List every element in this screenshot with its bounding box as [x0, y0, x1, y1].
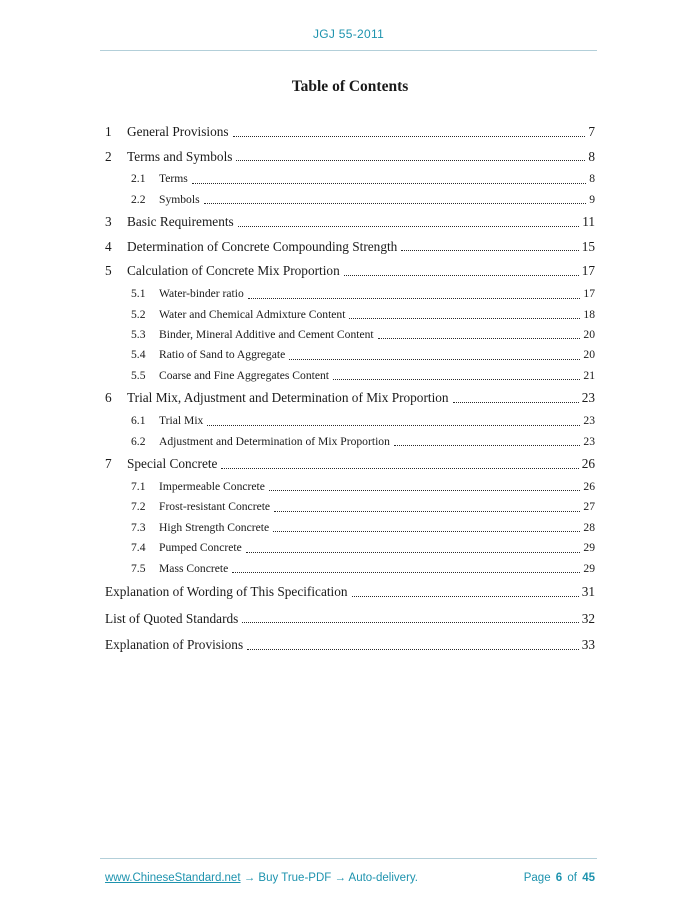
toc-entry-page: 8 [588, 148, 595, 164]
toc-entry-title: Ratio of Sand to Aggregate [159, 348, 286, 362]
toc-entry-number: 7 [105, 456, 112, 472]
dot-leader [394, 435, 581, 446]
toc-entry [131, 559, 595, 579]
dot-leader [204, 193, 587, 204]
page-footer [105, 872, 595, 884]
toc-entry [105, 452, 595, 477]
toc-entry-page: 27 [583, 500, 595, 514]
toc-entry-number: 6.1 [131, 414, 146, 428]
toc-entry-title: Frost-resistant Concrete [159, 500, 271, 514]
toc-entry-page: 23 [583, 434, 595, 448]
toc-entry-page: 23 [583, 414, 595, 428]
toc-entry-page: 28 [583, 520, 595, 534]
footer-promo-text: → Buy True-PDF → Auto-delivery. [240, 872, 418, 884]
toc-entry-page: 17 [583, 287, 595, 301]
toc-entry [105, 386, 595, 411]
toc-entry-page: 20 [583, 348, 595, 362]
toc-entry-page: 21 [583, 368, 595, 382]
dot-leader [247, 637, 579, 650]
dot-leader [378, 328, 581, 339]
dot-leader [352, 584, 579, 597]
toc-entry [131, 477, 595, 497]
dot-leader [236, 149, 585, 162]
toc-entry-number: 7.2 [131, 500, 146, 514]
toc-entry [105, 145, 595, 170]
toc-entry [105, 120, 595, 145]
toc-entry-number: 5.2 [131, 307, 146, 321]
page-title: Table of Contents [291, 78, 409, 95]
toc-entry-title: Calculation of Concrete Mix Proportion [127, 263, 340, 279]
toc-entry-title: Water and Chemical Admixture Content [159, 307, 346, 321]
dot-leader [232, 562, 580, 573]
toc-entry-page: 20 [583, 327, 595, 341]
toc-entry [105, 259, 595, 284]
toc-entry-page: 23 [581, 390, 595, 406]
toc-entry [131, 432, 595, 452]
dot-leader [333, 369, 580, 380]
toc-entry-number: 1 [105, 124, 112, 139]
dot-leader [246, 541, 581, 552]
toc-entry-number: 7.5 [131, 561, 146, 575]
toc-entry-page: 11 [582, 214, 595, 230]
toc-entry-title: Trial Mix, Adjustment and Determination of Mix Proportion [127, 390, 449, 406]
toc-entry-page: 8 [589, 172, 595, 186]
toc-entry [131, 411, 595, 431]
footer-promo [105, 872, 418, 884]
dot-leader [238, 214, 579, 227]
header-divider [100, 50, 597, 51]
toc-entry [131, 497, 595, 517]
toc-entry-title: Adjustment and Determination of Mix Proportion [159, 434, 390, 448]
toc-entry [131, 366, 595, 386]
dot-leader [233, 124, 586, 137]
toc-entry-number: 6.2 [131, 434, 146, 448]
page-indicator [522, 872, 595, 884]
toc-entry-title: Basic Requirements [127, 214, 234, 230]
toc-entry-title: List of Quoted Standards [105, 610, 239, 626]
toc-entry-number: 6 [105, 390, 112, 406]
toc-entry-number: 3 [105, 214, 112, 230]
toc-entry-title: General Provisions [127, 124, 229, 139]
toc-entry-page: 15 [581, 238, 595, 254]
toc-entry-title: Trial Mix [159, 414, 204, 428]
toc-entry-number: 2.1 [131, 172, 146, 186]
page-label: Page [523, 872, 551, 884]
toc-entry-number: 5.1 [131, 287, 146, 301]
toc-entry-number: 4 [105, 238, 112, 254]
toc-entry-page: 29 [583, 561, 595, 575]
toc-entry-title: Explanation of Provisions [105, 637, 244, 653]
dot-leader [242, 611, 578, 624]
toc-entry-number: 7.3 [131, 520, 146, 534]
toc-entry-title: Mass Concrete [159, 561, 229, 575]
toc-entry-page: 7 [588, 124, 595, 139]
dot-leader [349, 308, 580, 319]
dot-leader [221, 456, 578, 469]
toc-entry-page: 17 [581, 263, 595, 279]
toc-entry [131, 284, 595, 304]
toc-entry-title: Impermeable Concrete [159, 479, 265, 493]
toc-entry-page: 29 [583, 541, 595, 555]
toc-entry [131, 538, 595, 558]
toc-entry-number: 5.4 [131, 348, 146, 362]
toc-entry-page: 31 [581, 584, 595, 600]
toc-entry [105, 579, 595, 606]
toc-entry-page: 18 [583, 307, 595, 321]
toc-entry-title: Explanation of Wording of This Specification [105, 584, 348, 600]
toc-entry-number: 7.4 [131, 541, 146, 555]
toc-entry-title: Terms and Symbols [127, 148, 233, 164]
toc-entry-number: 2 [105, 148, 112, 164]
toc-entry-page: 9 [589, 192, 595, 206]
dot-leader [401, 239, 578, 252]
toc-entry-title: Coarse and Fine Aggregates Content [159, 368, 330, 382]
dot-leader [289, 348, 580, 359]
toc-entry [131, 345, 595, 365]
toc-entry [131, 169, 595, 189]
footer-divider [100, 858, 597, 859]
toc-entry-title: Special Concrete [127, 456, 218, 472]
toc-entry-number: 2.2 [131, 192, 146, 206]
toc-entry [131, 518, 595, 538]
toc-entry-page: 32 [581, 610, 595, 626]
of-label: of [567, 872, 577, 884]
toc-entry-title: High Strength Concrete [159, 520, 270, 534]
toc-entry-title: Binder, Mineral Additive and Cement Content [159, 327, 374, 341]
dot-leader [344, 263, 579, 276]
toc-entry [131, 325, 595, 345]
toc-entry-number: 7.1 [131, 479, 146, 493]
toc-entry [105, 606, 595, 633]
dot-leader [207, 414, 580, 425]
toc-entry-page: 33 [581, 637, 595, 653]
dot-leader [192, 172, 586, 183]
toc-entry [105, 210, 595, 235]
dot-leader [453, 390, 579, 403]
toc-entry-title: Water-binder ratio [159, 287, 244, 301]
toc-entry-title: Symbols [159, 192, 200, 206]
dot-leader [248, 287, 581, 298]
toc-entry [131, 305, 595, 325]
toc-entry-number: 5.3 [131, 327, 146, 341]
page-total: 45 [582, 872, 595, 884]
dot-leader [269, 480, 581, 491]
page-content [105, 78, 595, 659]
page-number: 6 [555, 872, 563, 884]
toc-entry [105, 235, 595, 260]
toc-entry [131, 190, 595, 210]
toc-entry-number: 5 [105, 263, 112, 279]
dot-leader [273, 521, 580, 532]
toc-entry [105, 632, 595, 659]
document-code: JGJ 55-2011 [312, 27, 385, 41]
footer-link[interactable]: www.ChineseStandard.net [105, 872, 241, 884]
toc-entry-title: Pumped Concrete [159, 541, 242, 555]
toc-entry-page: 26 [583, 479, 595, 493]
toc-entry-title: Determination of Concrete Compounding Strength [127, 238, 398, 254]
toc-list [105, 120, 595, 659]
toc-entry-page: 26 [581, 456, 595, 472]
dot-leader [274, 500, 580, 511]
toc-entry-number: 5.5 [131, 368, 146, 382]
toc-entry-title: Terms [159, 172, 188, 186]
